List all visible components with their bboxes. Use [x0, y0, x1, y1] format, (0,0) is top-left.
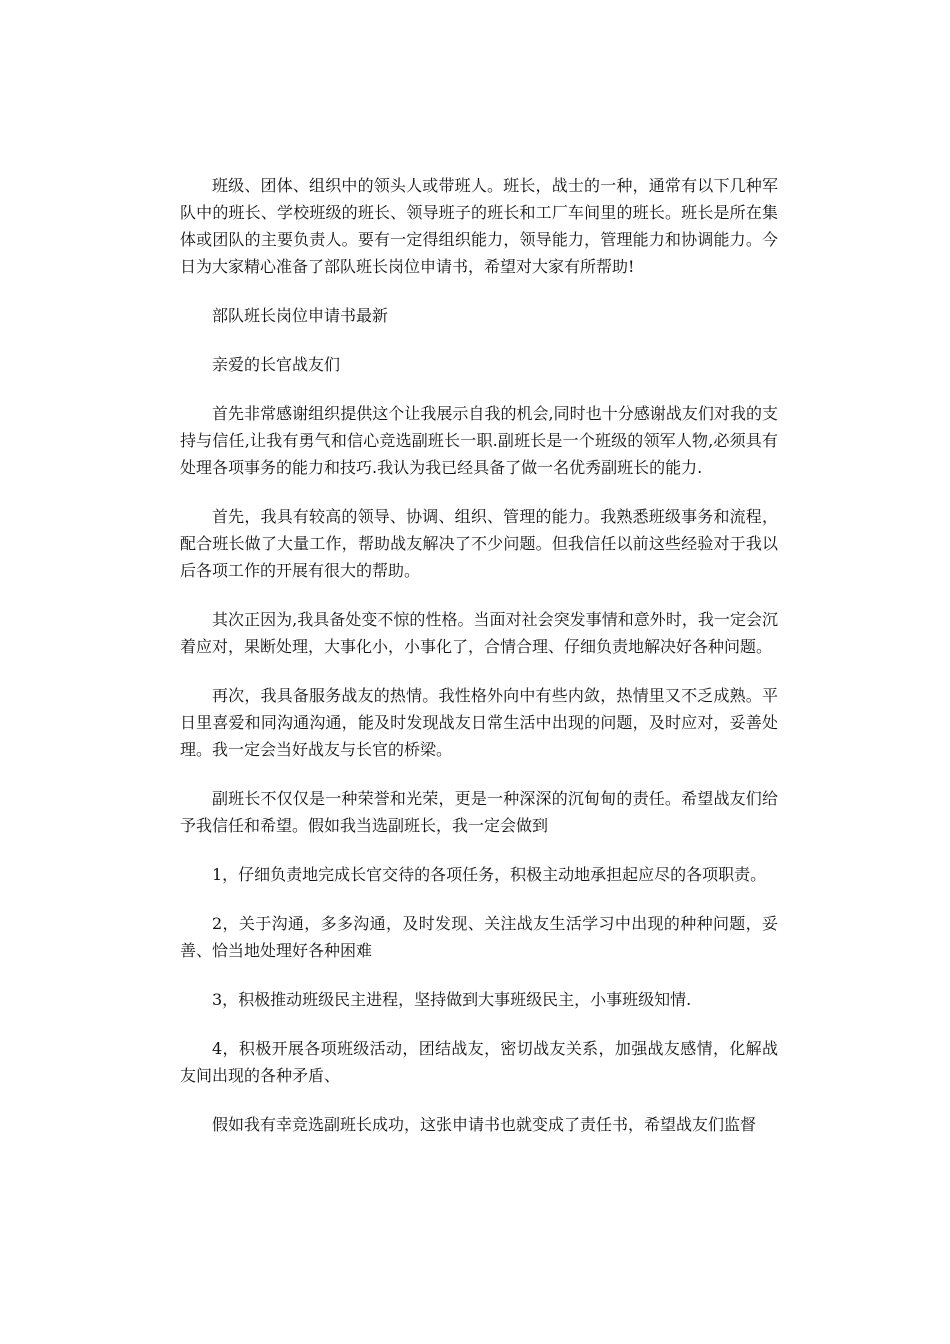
- document-body: [180, 172, 778, 1160]
- body-paragraph: 再次，我具备服务战友的热情。我性格外向中有些内敛，热情里又不乏成熟。平日里喜爱和同沟通沟通，能及时发现战友日常生活中出现的问题，及时应对，妥善处理。我一定会当好战友与长官的桥梁。: [180, 686, 778, 759]
- salutation: 亲爱的长官战友们: [212, 355, 341, 374]
- body-paragraph: 首先，我具有较高的领导、协调、组织、管理的能力。我熟悉班级事务和流程，配合班长做了大量工作，帮助战友解决了不少问题。但我信任以前这些经验对于我以后各项工作的开展有很大的帮助。: [180, 507, 778, 580]
- intro-paragraph: 班级、团体、组织中的领头人或带班人。班长，战士的一种，通常有以下几种军队中的班长、学校班级的班长、领导班子的班长和工厂车间里的班长。班长是所在集体或团队的主要负责人。要有一定得组织能力，领导能力，管理能力和协调能力。今日为大家精心准备了部队班长岗位申请书，希望对大家有所帮助!: [180, 176, 778, 276]
- list-item: 2，关于沟通，多多沟通，及时发现、关注战友生活学习中出现的种种问题，妥善、恰当地处理好各种困难: [180, 914, 778, 960]
- closing-paragraph: 假如我有幸竞选副班长成功，这张申请书也就变成了责任书，希望战友们监督: [212, 1115, 757, 1134]
- document-title: 部队班长岗位申请书最新: [212, 306, 389, 325]
- list-item: 1，仔细负责地完成长官交待的各项任务，积极主动地承担起应尽的各项职责。: [212, 865, 767, 884]
- body-paragraph: 副班长不仅仅是一种荣誉和光荣，更是一种深深的沉甸甸的责任。希望战友们给予我信任和希望。假如我当选副班长，我一定会做到: [180, 789, 778, 835]
- body-paragraph: 首先非常感谢组织提供这个让我展示自我的机会,同时也十分感谢战友们对我的支持与信任,让我有勇气和信心竞选副班长一职.副班长是一个班级的领军人物,必须具有处理各项事务的能力和技巧.我认为我已经具备了做一名优秀副班长的能力.: [180, 404, 778, 477]
- body-paragraph: 其次正因为,我具备处变不惊的性格。当面对社会突发事情和意外时，我一定会沉着应对，果断处理，大事化小，小事化了，合情合理、仔细负责地解决好各种问题。: [180, 610, 778, 656]
- list-item: 4，积极开展各项班级活动，团结战友，密切战友关系，加强战友感情，化解战友间出现的各种矛盾、: [180, 1039, 778, 1085]
- list-item: 3，积极推动班级民主进程，坚持做到大事班级民主，小事班级知情.: [212, 990, 692, 1009]
